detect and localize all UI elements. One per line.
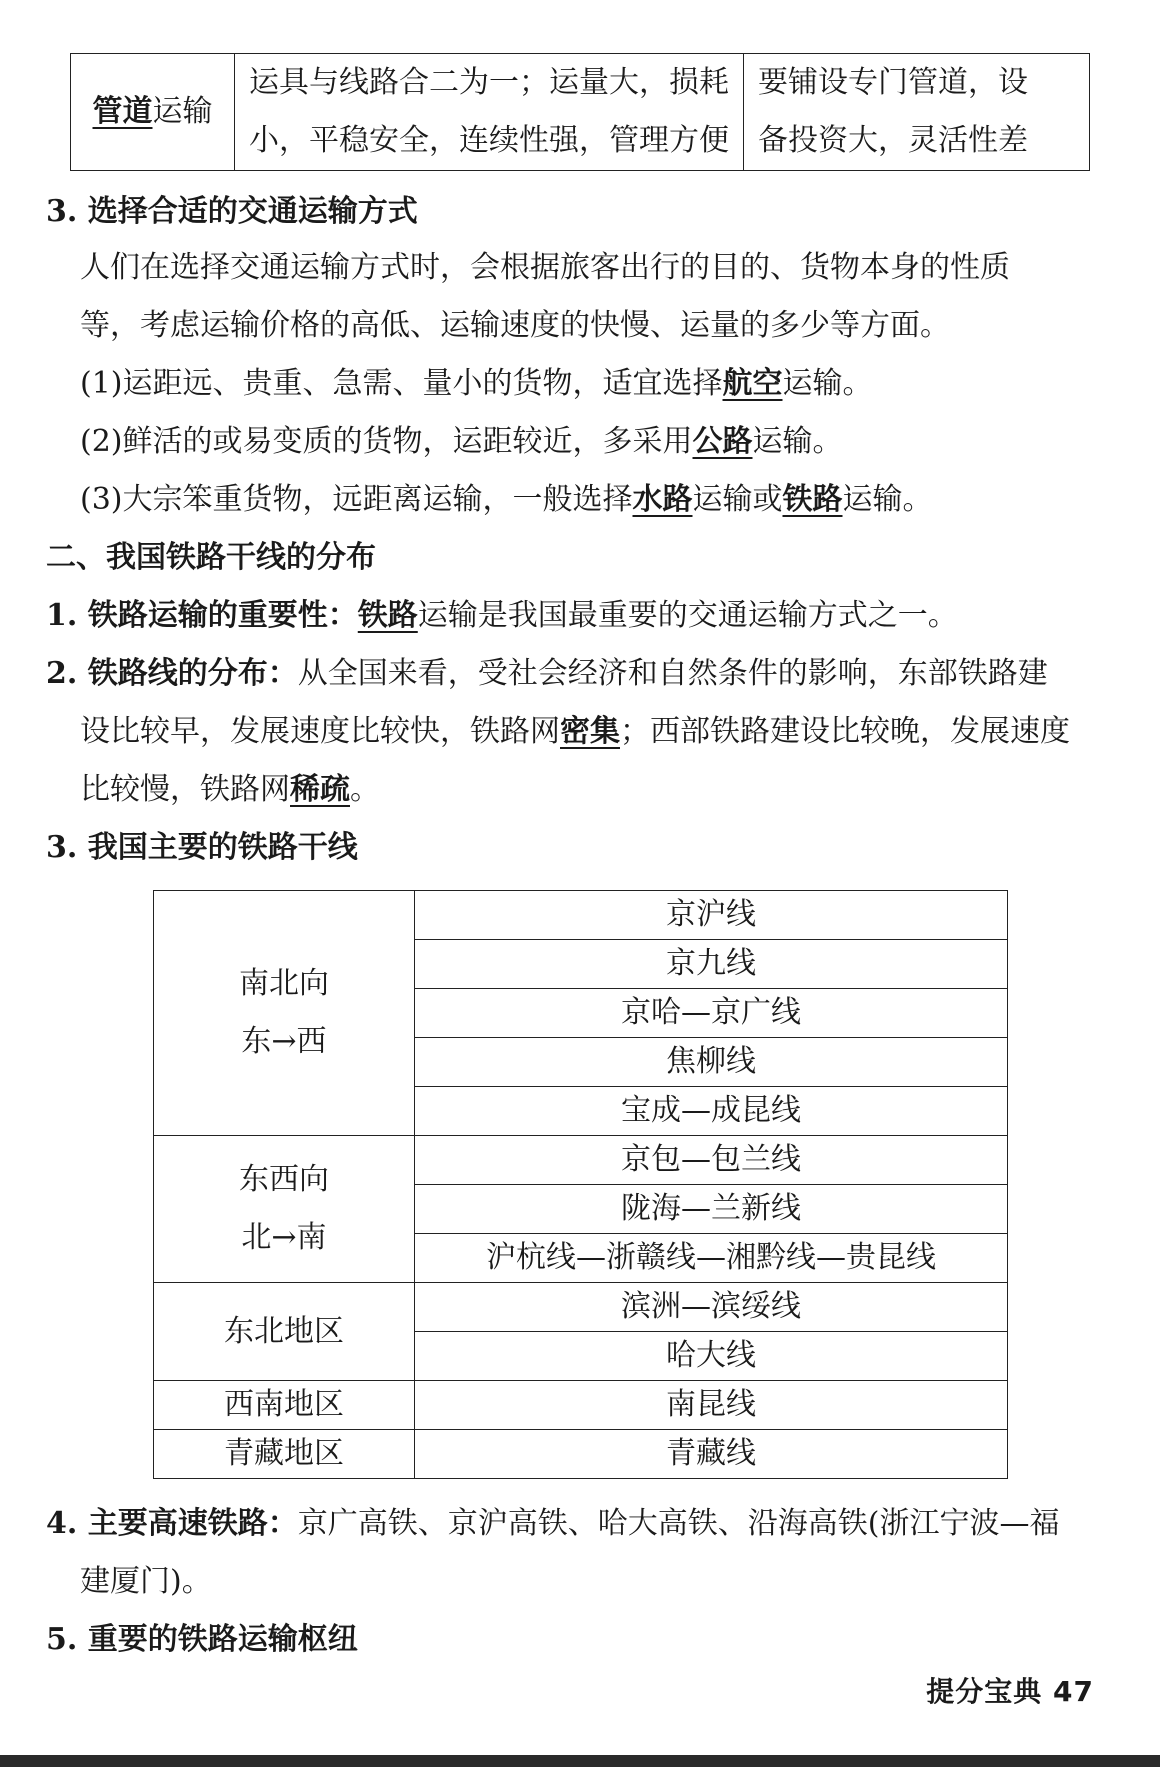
page-number: 47 xyxy=(1053,1675,1094,1708)
point-text: 设比较早，发展速度比较快，铁路网 xyxy=(80,714,560,749)
category-cell xyxy=(154,891,415,1136)
mode-cell xyxy=(71,54,235,171)
line-cell: 宝成—成昆线 xyxy=(415,1087,1008,1136)
line-cell: 京九线 xyxy=(415,940,1008,989)
item-text: 运输。 xyxy=(842,482,933,517)
mode-keyword: 管道 xyxy=(92,94,153,129)
point-text: 。 xyxy=(350,772,380,807)
keyword: 铁路 xyxy=(357,598,418,633)
point-text: 从全国来看，受社会经济和自然条件的影响，东部铁路建 xyxy=(297,656,1048,691)
keyword: 稀疏 xyxy=(290,772,350,807)
line-cell: 滨洲—滨绥线 xyxy=(415,1283,1008,1332)
region-cell: 东北地区 xyxy=(154,1283,415,1381)
line-cell: 青藏线 xyxy=(415,1430,1008,1479)
paragraph-line xyxy=(80,711,1070,753)
category-cell xyxy=(154,1136,415,1283)
point-text: 运输是我国最重要的交通运输方式之一。 xyxy=(417,598,958,633)
disadvantage-line: 要铺设专门管道，设 xyxy=(758,65,1028,100)
keyword: 密集 xyxy=(560,714,620,749)
pipeline-transport-table xyxy=(70,53,1090,171)
advantage-cell xyxy=(235,54,744,171)
paragraph-line xyxy=(46,653,1048,695)
list-item xyxy=(80,479,933,521)
line-cell: 京包—包兰线 xyxy=(415,1136,1008,1185)
region-cell: 西南地区 xyxy=(154,1381,415,1430)
disadvantage-line: 备投资大，灵活性差 xyxy=(758,123,1028,158)
table-row xyxy=(71,54,1090,171)
table-row xyxy=(154,891,1008,940)
section-heading: 3. 选择合适的交通运输方式 xyxy=(46,194,418,229)
item-text: (1)运距远、贵重、急需、量小的货物，适宜选择 xyxy=(80,366,723,401)
point-text: ；西部铁路建设比较晚，发展速度 xyxy=(620,714,1070,749)
list-item xyxy=(80,421,843,463)
line-cell: 陇海—兰新线 xyxy=(415,1185,1008,1234)
line-cell: 京沪线 xyxy=(415,891,1008,940)
point-label: 2. 铁路线的分布： xyxy=(46,656,298,691)
bottom-edge-bar xyxy=(0,1755,1160,1767)
region-cell: 青藏地区 xyxy=(154,1430,415,1479)
mode-suffix: 运输 xyxy=(152,94,213,129)
line-cell: 南昆线 xyxy=(415,1381,1008,1430)
disadvantage-cell xyxy=(744,54,1090,171)
category-label: 南北向 xyxy=(239,966,329,1001)
paragraph-line xyxy=(46,1503,1059,1545)
item-text: (3)大宗笨重货物，远距离运输，一般选择 xyxy=(80,482,633,517)
table-row xyxy=(154,1430,1008,1479)
category-label: 东→西 xyxy=(241,1024,327,1059)
table-row xyxy=(154,1136,1008,1185)
line-cell: 沪杭线—浙赣线—湘黔线—贵昆线 xyxy=(415,1234,1008,1283)
advantage-line: 运具与线路合二为一；运量大，损耗 xyxy=(249,65,729,100)
keyword: 公路 xyxy=(692,424,753,459)
category-label: 北→南 xyxy=(241,1220,327,1255)
section-heading: 3. 我国主要的铁路干线 xyxy=(46,830,358,865)
keyword: 航空 xyxy=(722,366,783,401)
paragraph-line: 等，考虑运输价格的高低、运输速度的快慢、运量的多少等方面。 xyxy=(80,308,950,343)
section-heading: 5. 重要的铁路运输枢纽 xyxy=(46,1622,358,1657)
item-text: (2)鲜活的或易变质的货物，运距较近，多采用 xyxy=(80,424,693,459)
category-label: 东西向 xyxy=(239,1162,329,1197)
book-title: 提分宝典 xyxy=(926,1675,1043,1708)
page-footer xyxy=(926,1670,1094,1710)
point-text: 比较慢，铁路网 xyxy=(80,772,290,807)
item-text: 运输。 xyxy=(782,366,873,401)
paragraph-line xyxy=(46,595,958,637)
keyword: 水路 xyxy=(632,482,693,517)
paragraph-line xyxy=(80,769,380,811)
paragraph-line: 建厦门)。 xyxy=(80,1564,212,1599)
line-cell: 焦柳线 xyxy=(415,1038,1008,1087)
table-row xyxy=(154,1283,1008,1332)
point-text: 京广高铁、京沪高铁、哈大高铁、沿海高铁(浙江宁波—福 xyxy=(297,1506,1060,1541)
list-item xyxy=(80,363,873,405)
point-label: 1. 铁路运输的重要性： xyxy=(46,598,358,633)
table-row xyxy=(154,1381,1008,1430)
line-cell: 京哈—京广线 xyxy=(415,989,1008,1038)
railway-lines-table xyxy=(153,890,1008,1479)
line-cell: 哈大线 xyxy=(415,1332,1008,1381)
point-label: 4. 主要高速铁路： xyxy=(46,1506,298,1541)
item-text: 运输或 xyxy=(692,482,783,517)
item-text: 运输。 xyxy=(752,424,843,459)
advantage-line: 小，平稳安全，连续性强，管理方便 xyxy=(249,123,729,158)
keyword: 铁路 xyxy=(782,482,843,517)
paragraph-line: 人们在选择交通运输方式时，会根据旅客出行的目的、货物本身的性质 xyxy=(80,250,1010,285)
part-heading: 二、我国铁路干线的分布 xyxy=(46,540,376,575)
